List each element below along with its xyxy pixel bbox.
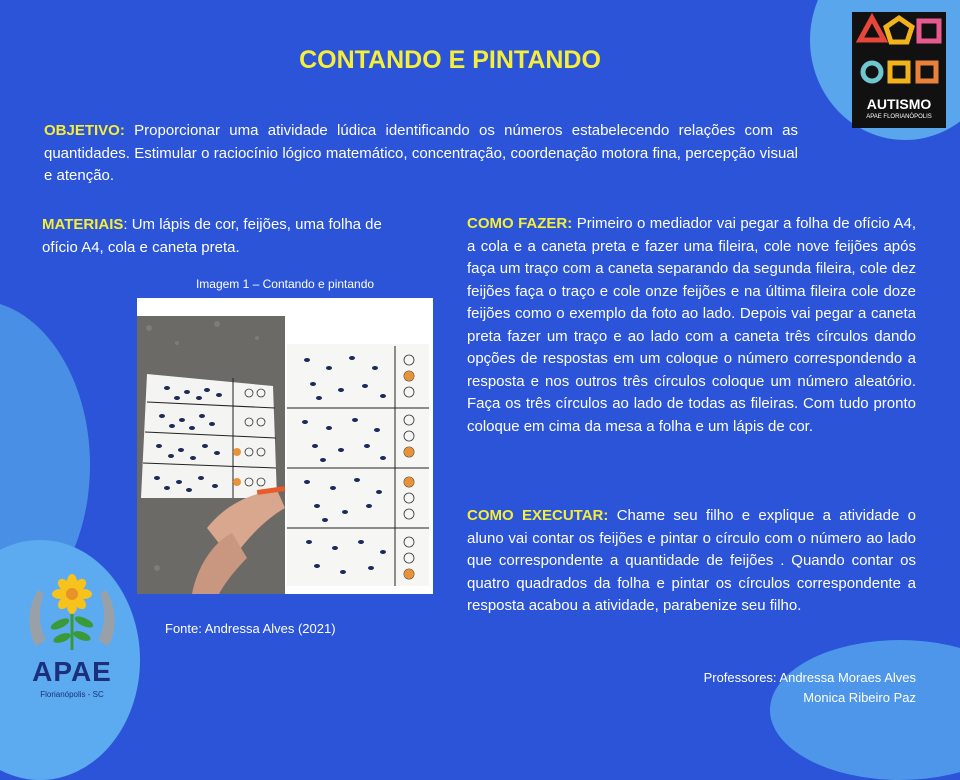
- autismo-logo-subtitle: APAE FLORIANÓPOLIS: [866, 114, 932, 120]
- decor-blob-bottom-right: [770, 640, 960, 780]
- apae-logo-subtitle: Florianópolis - SC: [40, 690, 104, 699]
- professores-line-2: Monica Ribeiro Paz: [803, 690, 916, 705]
- como-executar-paragraph: [467, 505, 916, 618]
- apae-logo-name: APAE: [32, 656, 112, 687]
- materiais-label: MATERIAIS: [42, 216, 124, 233]
- como-executar-text: Chame seu filho e explique a atividade o aluno vai contar os feijões e pintar o círculo com o número ao lado que correspondente a quantidade de feijões . Quando contar os quatro quadrados da folha e pintar os círculos correspondente a resposta acabou a atividade, parabenize seu filho.: [467, 507, 916, 614]
- objetivo-label: OBJETIVO:: [44, 122, 125, 139]
- image-source: Fonte: Andressa Alves (2021): [165, 621, 336, 636]
- como-executar-label: COMO EXECUTAR:: [467, 507, 609, 524]
- apae-logo: [20, 572, 130, 704]
- objetivo-text: Proporcionar uma atividade lúdica identificando os números estabelecendo relações com as quantidades. Estimular o raciocínio lógico matemático, concentração, coordenação motora fina, percepção visual e atenção.: [44, 122, 799, 184]
- como-fazer-paragraph: [467, 213, 916, 438]
- page-title: CONTANDO E PINTANDO: [299, 46, 601, 74]
- materiais-paragraph: [42, 214, 414, 259]
- objetivo-paragraph: [44, 120, 798, 188]
- professores-line-1: Professores: Andressa Moraes Alves: [703, 670, 916, 685]
- apae-flower-hands-icon: [20, 572, 124, 656]
- como-fazer-text: Primeiro o mediador vai pegar a folha de ofício A4, a cola e a caneta preta e fazer uma fileira, cole nove feijões após faça um traço com a caneta separando da segunda fileira, cole dez feijões faça o traço e cole onze feijões e na última fileira cole doze feijões como o exemplo da foto ao lado. Depois vai pegar a caneta preta fazer um traço e ao lado com a caneta três círculos dando opções de respostas em um coloque o número correspondendo a resposta e nos outros três círculos coloque um número aleatório. Faça os três círculos ao lado de todas as fileiras. Com tudo pronto coloque em cima da mesa a folha e um lápis de cor.: [467, 215, 916, 435]
- autismo-logo-title: AUTISMO: [866, 96, 932, 112]
- como-fazer-label: COMO FAZER:: [467, 215, 573, 232]
- materiais-text: : Um lápis de cor, feijões, uma folha de ofício A4, cola e caneta preta.: [42, 216, 382, 256]
- professores-credits: [704, 668, 916, 708]
- activity-photo: [137, 298, 433, 594]
- autismo-logo: [852, 12, 946, 128]
- image-caption: Imagem 1 – Contando e pintando: [195, 277, 375, 291]
- autismo-shapes-icon: [852, 12, 946, 96]
